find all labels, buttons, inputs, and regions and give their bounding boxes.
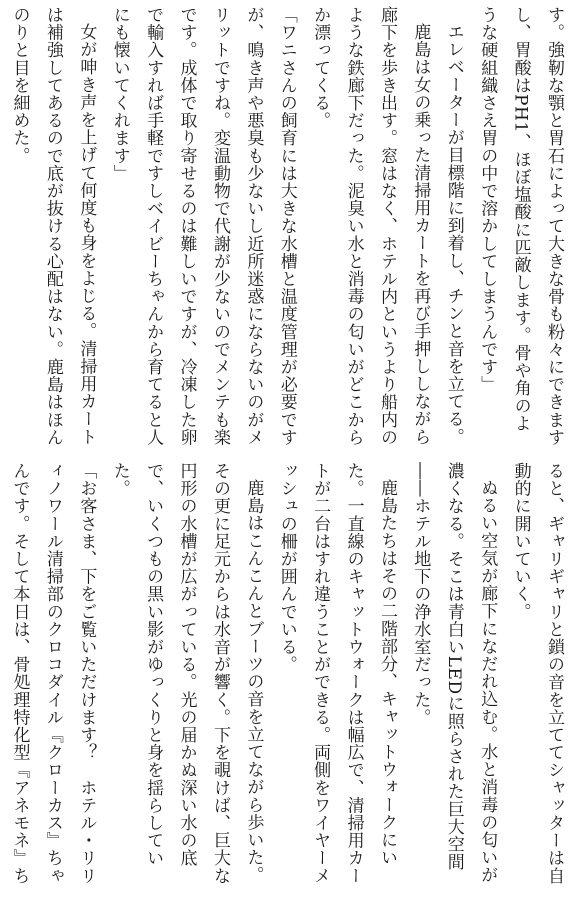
text-block-top	[0, 6, 578, 446]
dialogue-paragraph: 「ワニさんの飼育には大きな水槽と温度管理が必要ですが、鳴き声や悪臭も少ないし近所迷惑にならないのがメリットですね。変温動物で代謝が少ないのでメンテも楽です。成体で取り寄せるのは難しいですが、冷凍した卵で輸入すれば手軽ですしベイビーちゃんから育てると人にも懐いてくれます」	[109, 6, 297, 446]
paragraph: 鹿島はこんこんとブーツの音を立てながら歩いた。その更に足元からは水音が響く。下を覗けば、巨大な円形の水槽が広がっている。光の届かぬ深い水の底で、いくつもの黒い影がゆっくりと身を揺らしていた。	[109, 462, 264, 885]
paragraph: 鹿島は女の乗った清掃用カートを再び手押ししながら廊下を歩き出す。窓はなく、ホテル内というより船内のような鉄廊下だった。泥臭い水と消毒の匂いがどこからか漂ってくる。	[310, 6, 431, 446]
paragraph: 女が呻き声を上げて何度も身をよじる。清掃用カートは補強してあるので底が抜ける心配はない。鹿島はほんのりと目を細めた。	[9, 6, 97, 446]
paragraph: エレベーターが目標階に到着し、チンと音を立てる。	[443, 23, 464, 446]
paragraph: ぬるい空気が廊下になだれ込む。水と消毒の匂いが濃くなる。そこは青白いLEDに照らされた巨大空間――ホテル地下の浄水室だった。	[410, 462, 498, 884]
paragraph: 鹿島たちはその二階部分、キャットウォークにいた。一直線のキャットウォークは幅広で、清掃用カートが二台はすれ違うことができる。両側をワイヤーメッシュの柵が囲んでいる。	[276, 462, 397, 885]
text-block-bottom	[0, 462, 578, 894]
paragraph: ると、ギャリギャリと鎖の音を立ててシャッターは自動的に開いていく。	[510, 462, 564, 885]
paragraph: す。強靭な顎と胃石によって大きな骨も粉々にできますし、胃酸はPH1、ほぼ塩酸に匹敵します。骨や角のような硬組織さえ胃の中で溶かしてしまうんです」	[477, 6, 564, 446]
dialogue-paragraph	[0, 6, 2, 446]
dialogue-paragraph: 「お客さま、下をご覧いただけます？ ホテル・リリィノワール清掃部のクロコダイル『クローカス』ちゃんです。そして本日は、骨処理特化型『アネモネ』ち	[9, 462, 97, 885]
